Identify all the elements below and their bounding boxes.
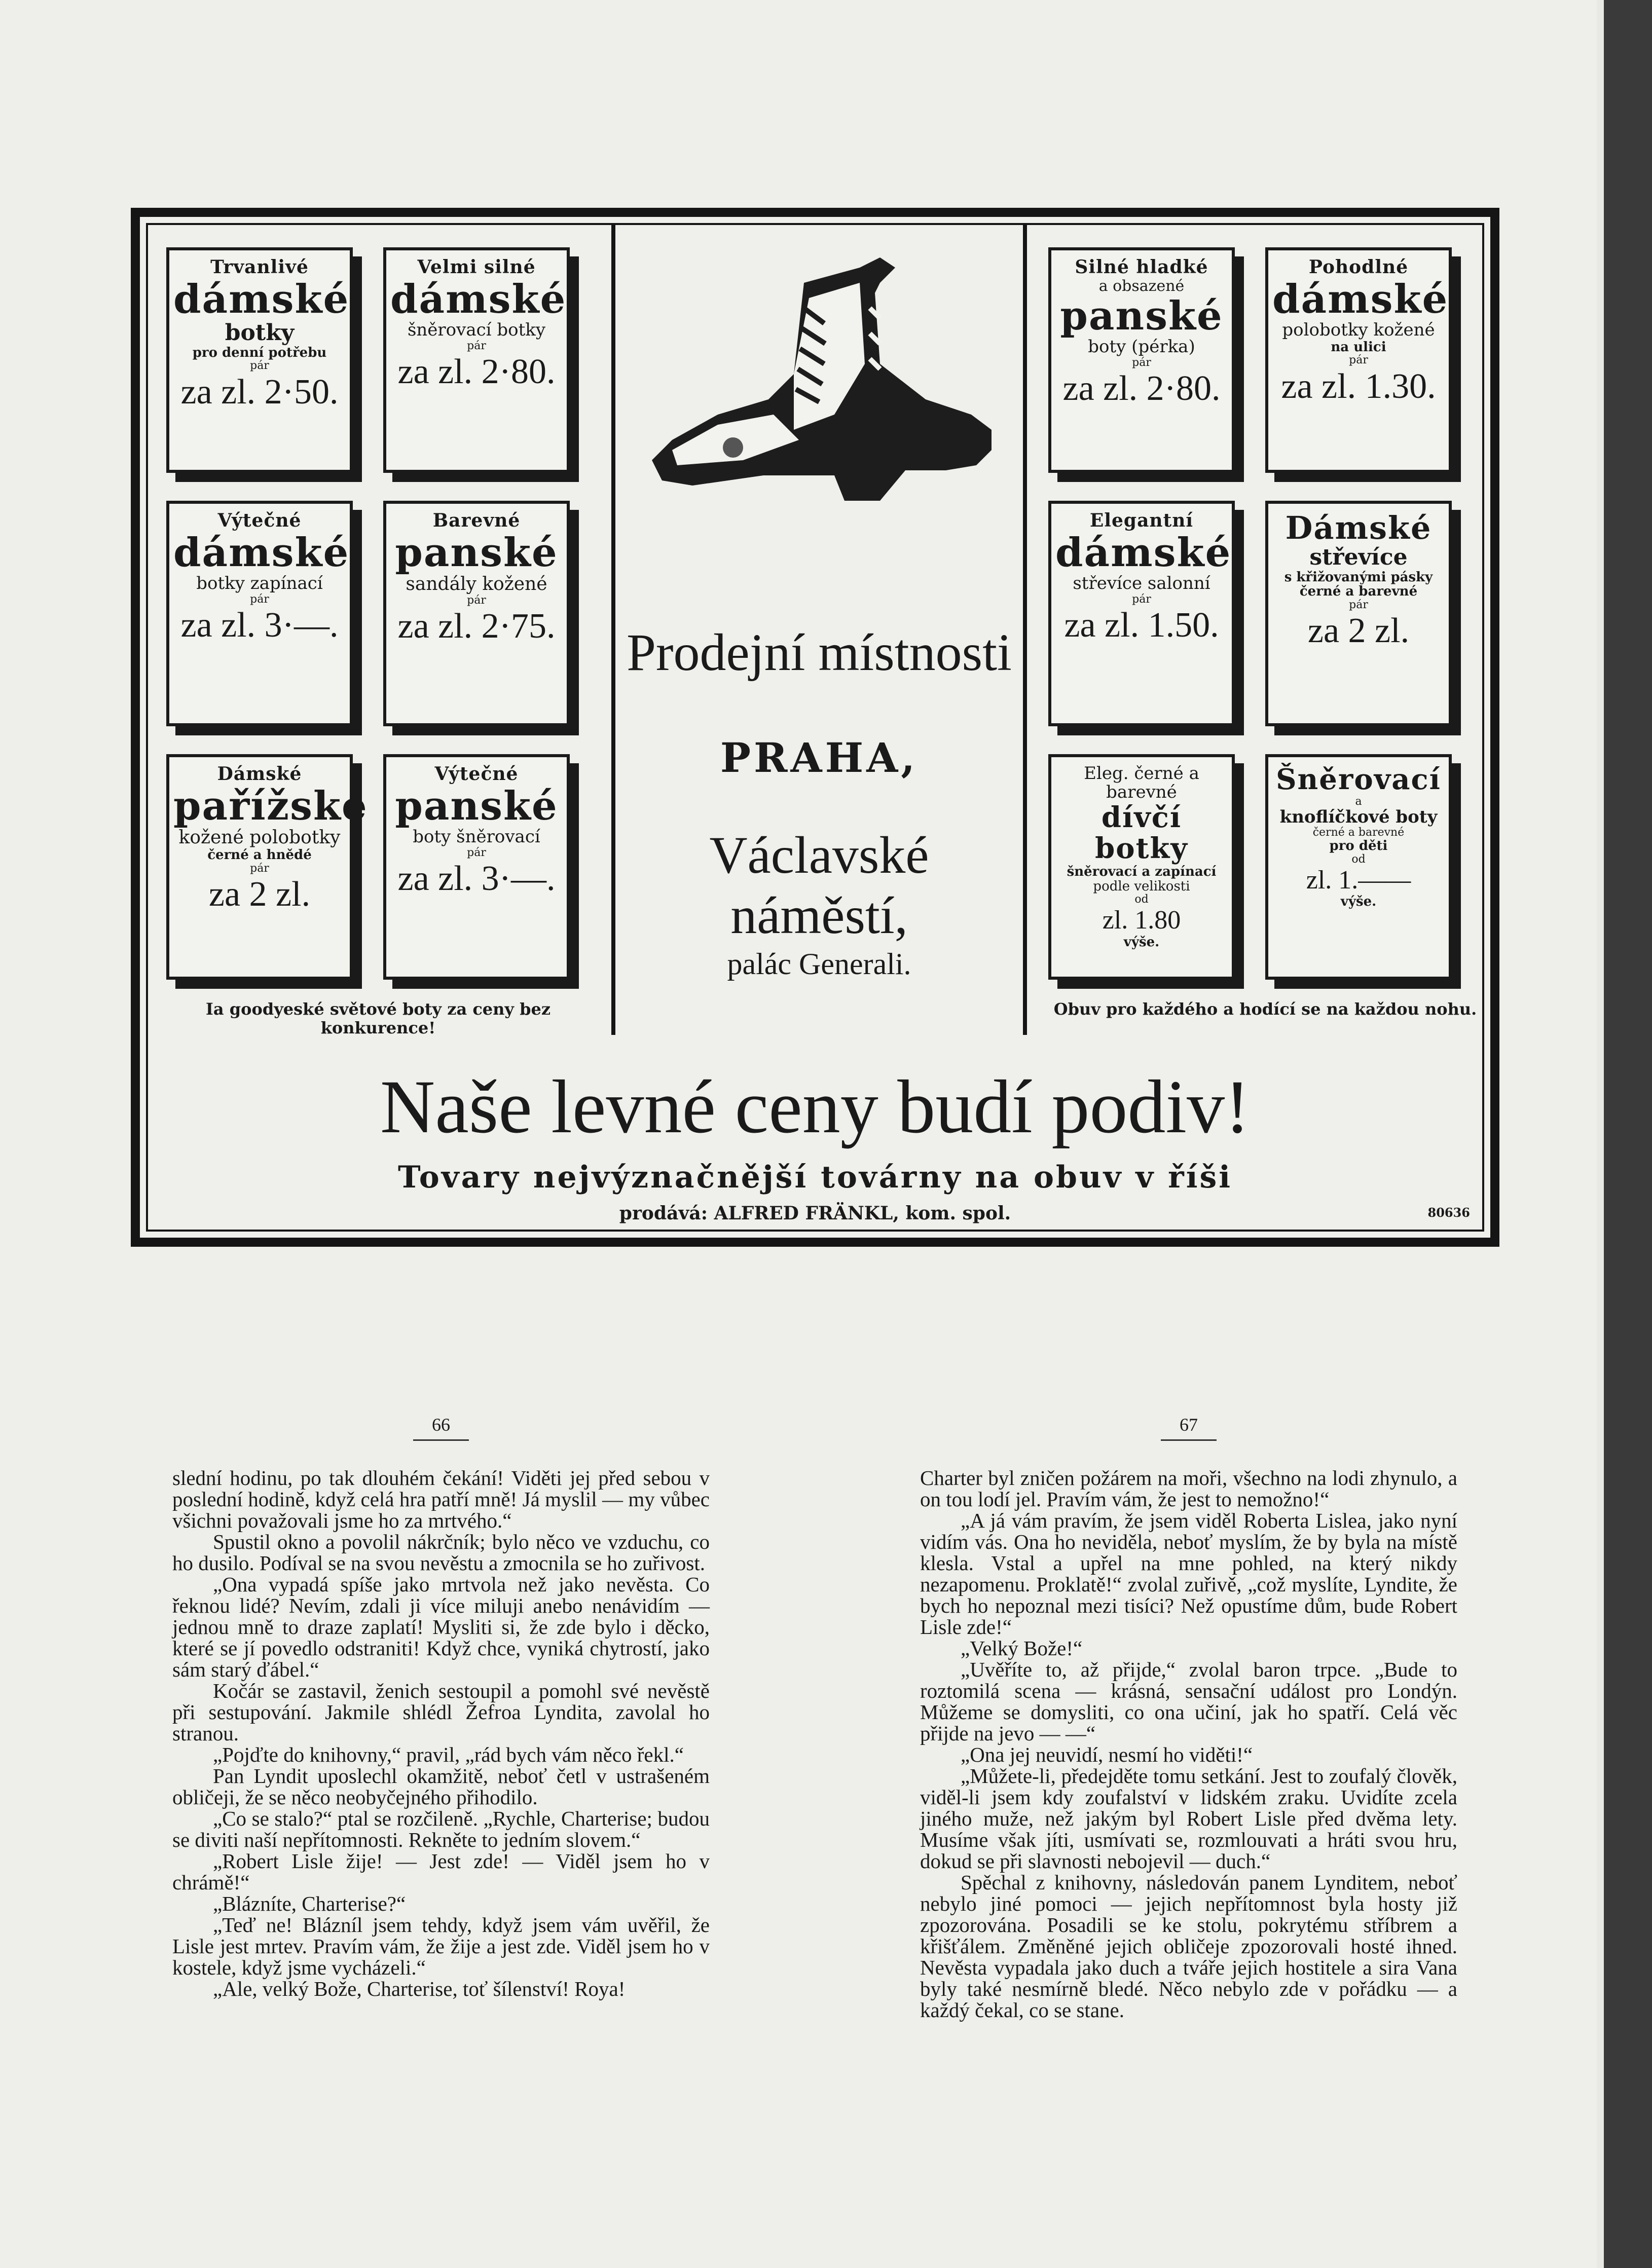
box-line: Dámské — [1285, 509, 1432, 546]
box-price: za zl. 1.50. — [1064, 605, 1219, 645]
box-line: Silné hladké — [1075, 256, 1208, 278]
box-line: pár — [467, 339, 486, 352]
box-line: Barevné — [432, 510, 521, 531]
ad-box-right-6 — [1265, 754, 1452, 980]
paragraph: Charter byl zničen požárem na moři, všechno na lodi zhynulo, a on tou lodí jel. Pravím vám, že jest to nemožno!“ — [920, 1466, 1457, 1511]
box-line: černé a hnědé — [207, 847, 312, 863]
store-heading: Prodejní místnosti — [627, 623, 1012, 682]
paragraph: „Ale, velký Bože, Charterise, toť šílenství! Roya! — [213, 1977, 626, 2000]
box-line: dívčí botky — [1095, 800, 1188, 866]
box-line: na ulici — [1331, 339, 1386, 355]
paragraph: „Robert Lisle žije! — Jest zde! — Viděl jsem ho v chrámě!“ — [172, 1849, 710, 1894]
ad-box-right-2 — [1265, 247, 1452, 473]
box-line: panské — [395, 529, 558, 576]
paragraph: „Velký Bože!“ — [961, 1637, 1083, 1660]
ad-right-caption: Obuv pro každého a hodící se na každou nohu. — [1053, 999, 1477, 1019]
ad-slogan: Naše levné ceny budí podiv! — [380, 1065, 1251, 1149]
box-price: za zl. 3·—. — [397, 859, 556, 898]
ad-box-left-2 — [383, 247, 570, 473]
box-price: za zl. 2·80. — [397, 352, 556, 391]
box-line: polobotky kožené — [1282, 320, 1435, 341]
ad-box-left-3 — [166, 501, 353, 726]
box-line: panské — [1060, 292, 1223, 339]
paragraph: „Ona vypadá spíše jako mrtvola než jako nevěsta. Co řeknou lidé? Nevím, zdali ji více miluji anebo nenávidím — jednou mně to draze zaplatí! Mysliti si, že zde bylo i děcko, které se jí povedlo odstraniti! Když chce, vyniká chytrostí, jako sám starý ďábel.“ — [172, 1573, 710, 1681]
box-line: Výtečné — [217, 510, 302, 531]
ad-box-left-5 — [166, 754, 368, 980]
paragraph: „Blázníte, Charterise?“ — [213, 1892, 406, 1915]
toe-ornament — [723, 437, 743, 458]
paragraph: „Uvěříte to, až přijde,“ zvolal baron trpce. „Bude to roztomilá scena — krásná, sensační událost pro Londýn. Můžeme se domysliti, co ona učiní, jak ho spatří. Celá věc přijde na jevo — —“ — [920, 1658, 1457, 1745]
box-line: pár — [1132, 592, 1151, 606]
paragraph: „A já vám pravím, že jsem viděl Roberta Lislea, jako nyní vidím vás. Ona ho neviděla, neboť myslím, že by byla na místě klesla. Vstal a upřel na mne pohled, na který nikdy nezapomenu. Proklatě!“ zvolal zuřivě, „což myslíte, Lyndite, že bych ho nepoznal mezi tisíci? Než opustíme dům, bude Robert Lisle zde!“ — [920, 1509, 1457, 1639]
box-line: dámské — [1272, 276, 1449, 322]
box-line: Šněrovací — [1276, 763, 1441, 796]
box-line: šněrovací a zapínací — [1067, 864, 1217, 879]
box-line: a — [1355, 795, 1362, 808]
ad-box-left-4 — [383, 501, 570, 726]
page-number-right: 67 — [1153, 1414, 1224, 1441]
box-price: za 2 zl. — [1307, 611, 1410, 650]
ad-divider-right — [1023, 224, 1027, 1035]
box-line: podle velikosti — [1093, 878, 1190, 894]
box-line: dámské — [390, 276, 567, 322]
box-price: za 2 zl. — [208, 874, 311, 914]
box-line: s křižovanými pásky černé a barevné — [1284, 569, 1433, 600]
box-line: panské — [395, 783, 558, 829]
box-line: knoflíčkové boty — [1279, 806, 1438, 827]
box-line: boty (pérka) — [1088, 337, 1195, 357]
store-city: PRAHA, — [720, 734, 919, 782]
ad-factory-line: Tovary nejvýznačnější továrny na obuv v říši — [397, 1160, 1233, 1195]
shoe-illustration — [642, 247, 997, 521]
ad-divider-left — [611, 224, 615, 1035]
ad-box-right-5 — [1048, 754, 1235, 980]
box-price: za zl. 2·75. — [397, 607, 556, 646]
box-line: botky — [225, 320, 295, 346]
store-street: Václavské náměstí, — [709, 826, 929, 945]
box-line: střevíce — [1309, 544, 1408, 571]
box-line: černé a barevné — [1312, 826, 1405, 839]
box-line: od — [1134, 893, 1149, 906]
paragraph: Spustil okno a povolil nákrčník; bylo něco ve vzduchu, co ho dusilo. Podíval se na svou nevěstu a zmocnila se ho zuřivost. — [172, 1530, 710, 1575]
box-line: dámské — [173, 529, 350, 576]
ad-box-left-1 — [166, 247, 353, 473]
ad-reference-number: 80636 — [1427, 1205, 1470, 1220]
paragraph: „Co se stalo?“ ptal se rozčileně. „Rychle, Charterise; budou se diviti naší nepřítomnosti. Rekněte to jedním slovem.“ — [172, 1807, 710, 1851]
page-number-left: 66 — [406, 1414, 476, 1441]
box-line: Trvanlivé — [210, 256, 309, 278]
box-line: botky zapínací — [196, 573, 323, 594]
adjacent-page-edge — [1597, 0, 1652, 2268]
box-line: boty šněrovací — [413, 827, 540, 847]
box-price: zl. 1.80 — [1102, 906, 1181, 935]
box-price: za zl. 1.30. — [1281, 366, 1436, 406]
box-line: výše. — [1123, 934, 1160, 950]
paragraph: slední hodinu, po tak dlouhém čekání! Viděti jej před sebou v poslední hodině, když celá hra patří mně! Já myslil — my vůbec všichni považovali jsme ho za mrtvého.“ — [172, 1466, 710, 1532]
left-text-column — [172, 1467, 710, 1999]
right-text-column — [920, 1467, 1457, 2021]
box-line: dámské — [173, 276, 350, 322]
box-line: Elegantní — [1089, 510, 1194, 531]
box-line: Velmi silné — [417, 256, 536, 278]
box-price: za zl. 3·—. — [180, 605, 339, 645]
box-line: pár — [250, 862, 269, 875]
paragraph: Pan Lyndit uposlechl okamžitě, neboť četl v ustrašeném obličeji, že se něco neobyčejného přihodilo. — [172, 1764, 710, 1809]
box-line: Pohodlné — [1308, 256, 1409, 278]
box-line: výše. — [1340, 894, 1377, 910]
paragraph: „Můžete-li, předejděte tomu setkání. Jest to zoufalý člověk, viděl-li jsem kdy zoufalství v lidském zraku. Uvidíte zcela jiného muže, než jakým byl Robert Lisle před dvěma lety. Musíme však jíti, usmívati se, rozmlouvati a hráti svou hru, dokud se při slavnosti nebojevil — duch.“ — [920, 1764, 1457, 1873]
ad-left-caption: Ia goodyeské světové boty za ceny bez konkurence! — [205, 999, 551, 1037]
box-line: Eleg. černé a barevné — [1084, 763, 1199, 803]
paragraph: „Pojďte do knihovny,“ pravil, „rád bych vám něco řekl.“ — [213, 1743, 684, 1766]
box-line: pařížské — [173, 783, 368, 829]
box-line: pro děti — [1329, 838, 1388, 854]
box-line: pár — [1349, 598, 1368, 611]
ad-seller-line: prodává: ALFRED FRÄNKL, kom. spol. — [619, 1203, 1011, 1224]
box-line: šněrovací botky — [407, 320, 546, 341]
box-price: zl. 1.—— — [1306, 866, 1411, 895]
box-line: dámské — [1055, 529, 1232, 576]
box-line: Dámské — [217, 763, 302, 785]
box-price: za zl. 2·50. — [180, 372, 339, 412]
box-line: pár — [250, 359, 269, 373]
box-line: pár — [1132, 356, 1151, 369]
box-line: pár — [250, 592, 269, 606]
store-building: palác Generali. — [727, 947, 911, 981]
ad-box-right-1 — [1048, 247, 1235, 473]
shoe-advertisement — [131, 208, 1499, 1247]
box-line: a obsazené — [1098, 277, 1185, 295]
box-line: pár — [467, 846, 486, 859]
box-line: Výtečné — [434, 763, 519, 785]
paragraph: „Ona jej neuvidí, nesmí ho viděti!“ — [961, 1743, 1253, 1766]
box-price: za zl. 2·80. — [1062, 368, 1221, 408]
box-line: sandály kožené — [406, 574, 547, 595]
paragraph: Kočár se zastavil, ženich sestoupil a pomohl své nevěstě při sestupování. Jakmile shlédl Žefroa Lyndita, zavolal ho stranou. — [172, 1679, 710, 1745]
box-line: střevíce salonní — [1073, 573, 1210, 594]
paragraph: „Teď ne! Blázníl jsem tehdy, když jsem vám uvěřil, že Lisle jest mrtev. Pravím vám, že žije a jest zde. Viděl jsem ho v kostele, když jsme vycházeli.“ — [172, 1913, 710, 1979]
box-line: pár — [467, 593, 486, 607]
box-line: kožené polobotky — [178, 827, 341, 848]
paragraph: Spěchal z knihovny, následován panem Lynditem, neboť nebylo jiné pomoci — jejich nepřítomnost byla hosty již zpozorována. Posadili se ke stolu, pokrytému stříbrem a křišťálem. Změněné jejich obličeje zpozorovali hosté ihned. Nevěsta vypadala jako duch a tváře jejich hostitele a sira Vana byly také nesmírně bledé. Něco nebylo zde v pořádku — a každý čekal, co se stane. — [920, 1871, 1457, 2022]
ad-box-left-6 — [383, 754, 570, 980]
ad-box-right-4 — [1265, 501, 1452, 726]
box-line: pro denní potřebu — [192, 345, 327, 360]
box-line: pár — [1349, 354, 1368, 367]
box-line: od — [1351, 852, 1366, 866]
ad-box-right-3 — [1048, 501, 1235, 726]
